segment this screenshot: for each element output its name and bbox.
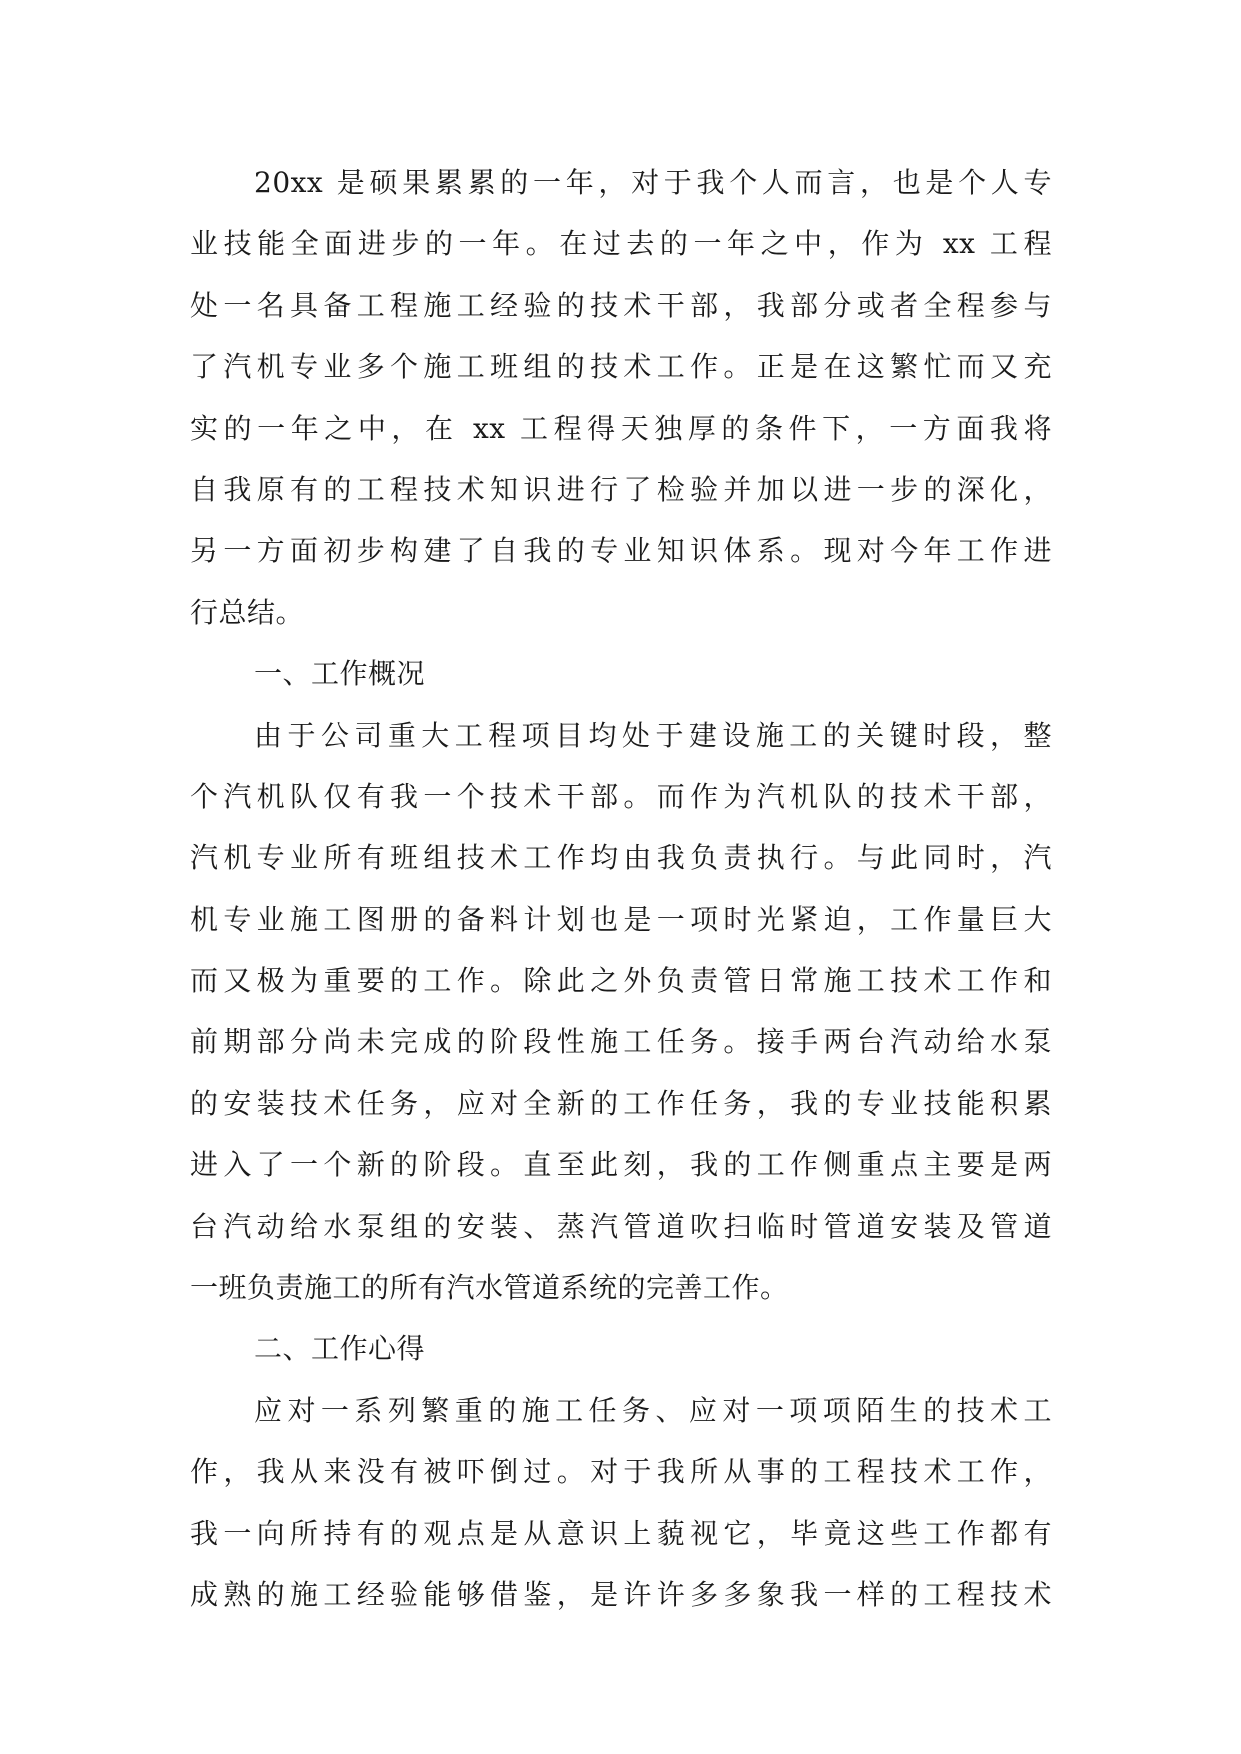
section-heading: 一、工作概况	[254, 657, 426, 691]
paragraph-line: 而又极为重要的工作。除此之外负责管日常施工技术工作和	[190, 964, 1052, 998]
paragraph-line: 个汽机队仅有我一个技术干部。而作为汽机队的技术干部，	[190, 779, 1052, 813]
paragraph-line: 自我原有的工程技术知识进行了检验并加以进一步的深化，	[190, 472, 1052, 506]
paragraph-line: 一班负责施工的所有汽水管道系统的完善工作。	[190, 1271, 789, 1305]
paragraph-line: 我一向所持有的观点是从意识上藐视它，毕竟这些工作都有	[190, 1516, 1052, 1550]
paragraph-line: 成熟的施工经验能够借鉴，是许许多多象我一样的工程技术	[190, 1577, 1052, 1611]
paragraph-line: 行总结。	[190, 595, 305, 629]
paragraph-line: 20xx 是硕果累累的一年，对于我个人而言，也是个人专	[254, 166, 1052, 199]
paragraph-line: 应对一系列繁重的施工任务、应对一项项陌生的技术工	[254, 1393, 1052, 1427]
document-body	[190, 152, 1052, 1625]
paragraph-line: 进入了一个新的阶段。直至此刻，我的工作侧重点主要是两	[190, 1148, 1052, 1182]
paragraph-line: 业技能全面进步的一年。在过去的一年之中，作为 xx 工程	[190, 227, 1052, 261]
paragraph-line: 另一方面初步构建了自我的专业知识体系。现对今年工作进	[190, 534, 1052, 568]
paragraph-line: 由于公司重大工程项目均处于建设施工的关键时段，整	[254, 718, 1052, 752]
paragraph-line: 台汽动给水泵组的安装、蒸汽管道吹扫临时管道安装及管道	[190, 1209, 1052, 1243]
paragraph-line: 汽机专业所有班组技术工作均由我负责执行。与此同时，汽	[190, 841, 1052, 875]
paragraph-line: 实的一年之中，在 xx 工程得天独厚的条件下，一方面我将	[190, 411, 1052, 445]
paragraph-line: 前期部分尚未完成的阶段性施工任务。接手两台汽动给水泵	[190, 1025, 1052, 1059]
paragraph-line: 了汽机专业多个施工班组的技术工作。正是在这繁忙而又充	[190, 350, 1052, 384]
paragraph-line: 处一名具备工程施工经验的技术干部，我部分或者全程参与	[190, 288, 1052, 322]
paragraph-line: 作，我从来没有被吓倒过。对于我所从事的工程技术工作，	[190, 1455, 1052, 1489]
paragraph-line: 机专业施工图册的备料计划也是一项时光紧迫，工作量巨大	[190, 902, 1052, 936]
section-heading: 二、工作心得	[254, 1332, 426, 1366]
paragraph-line: 的安装技术任务，应对全新的工作任务，我的专业技能积累	[190, 1086, 1052, 1120]
